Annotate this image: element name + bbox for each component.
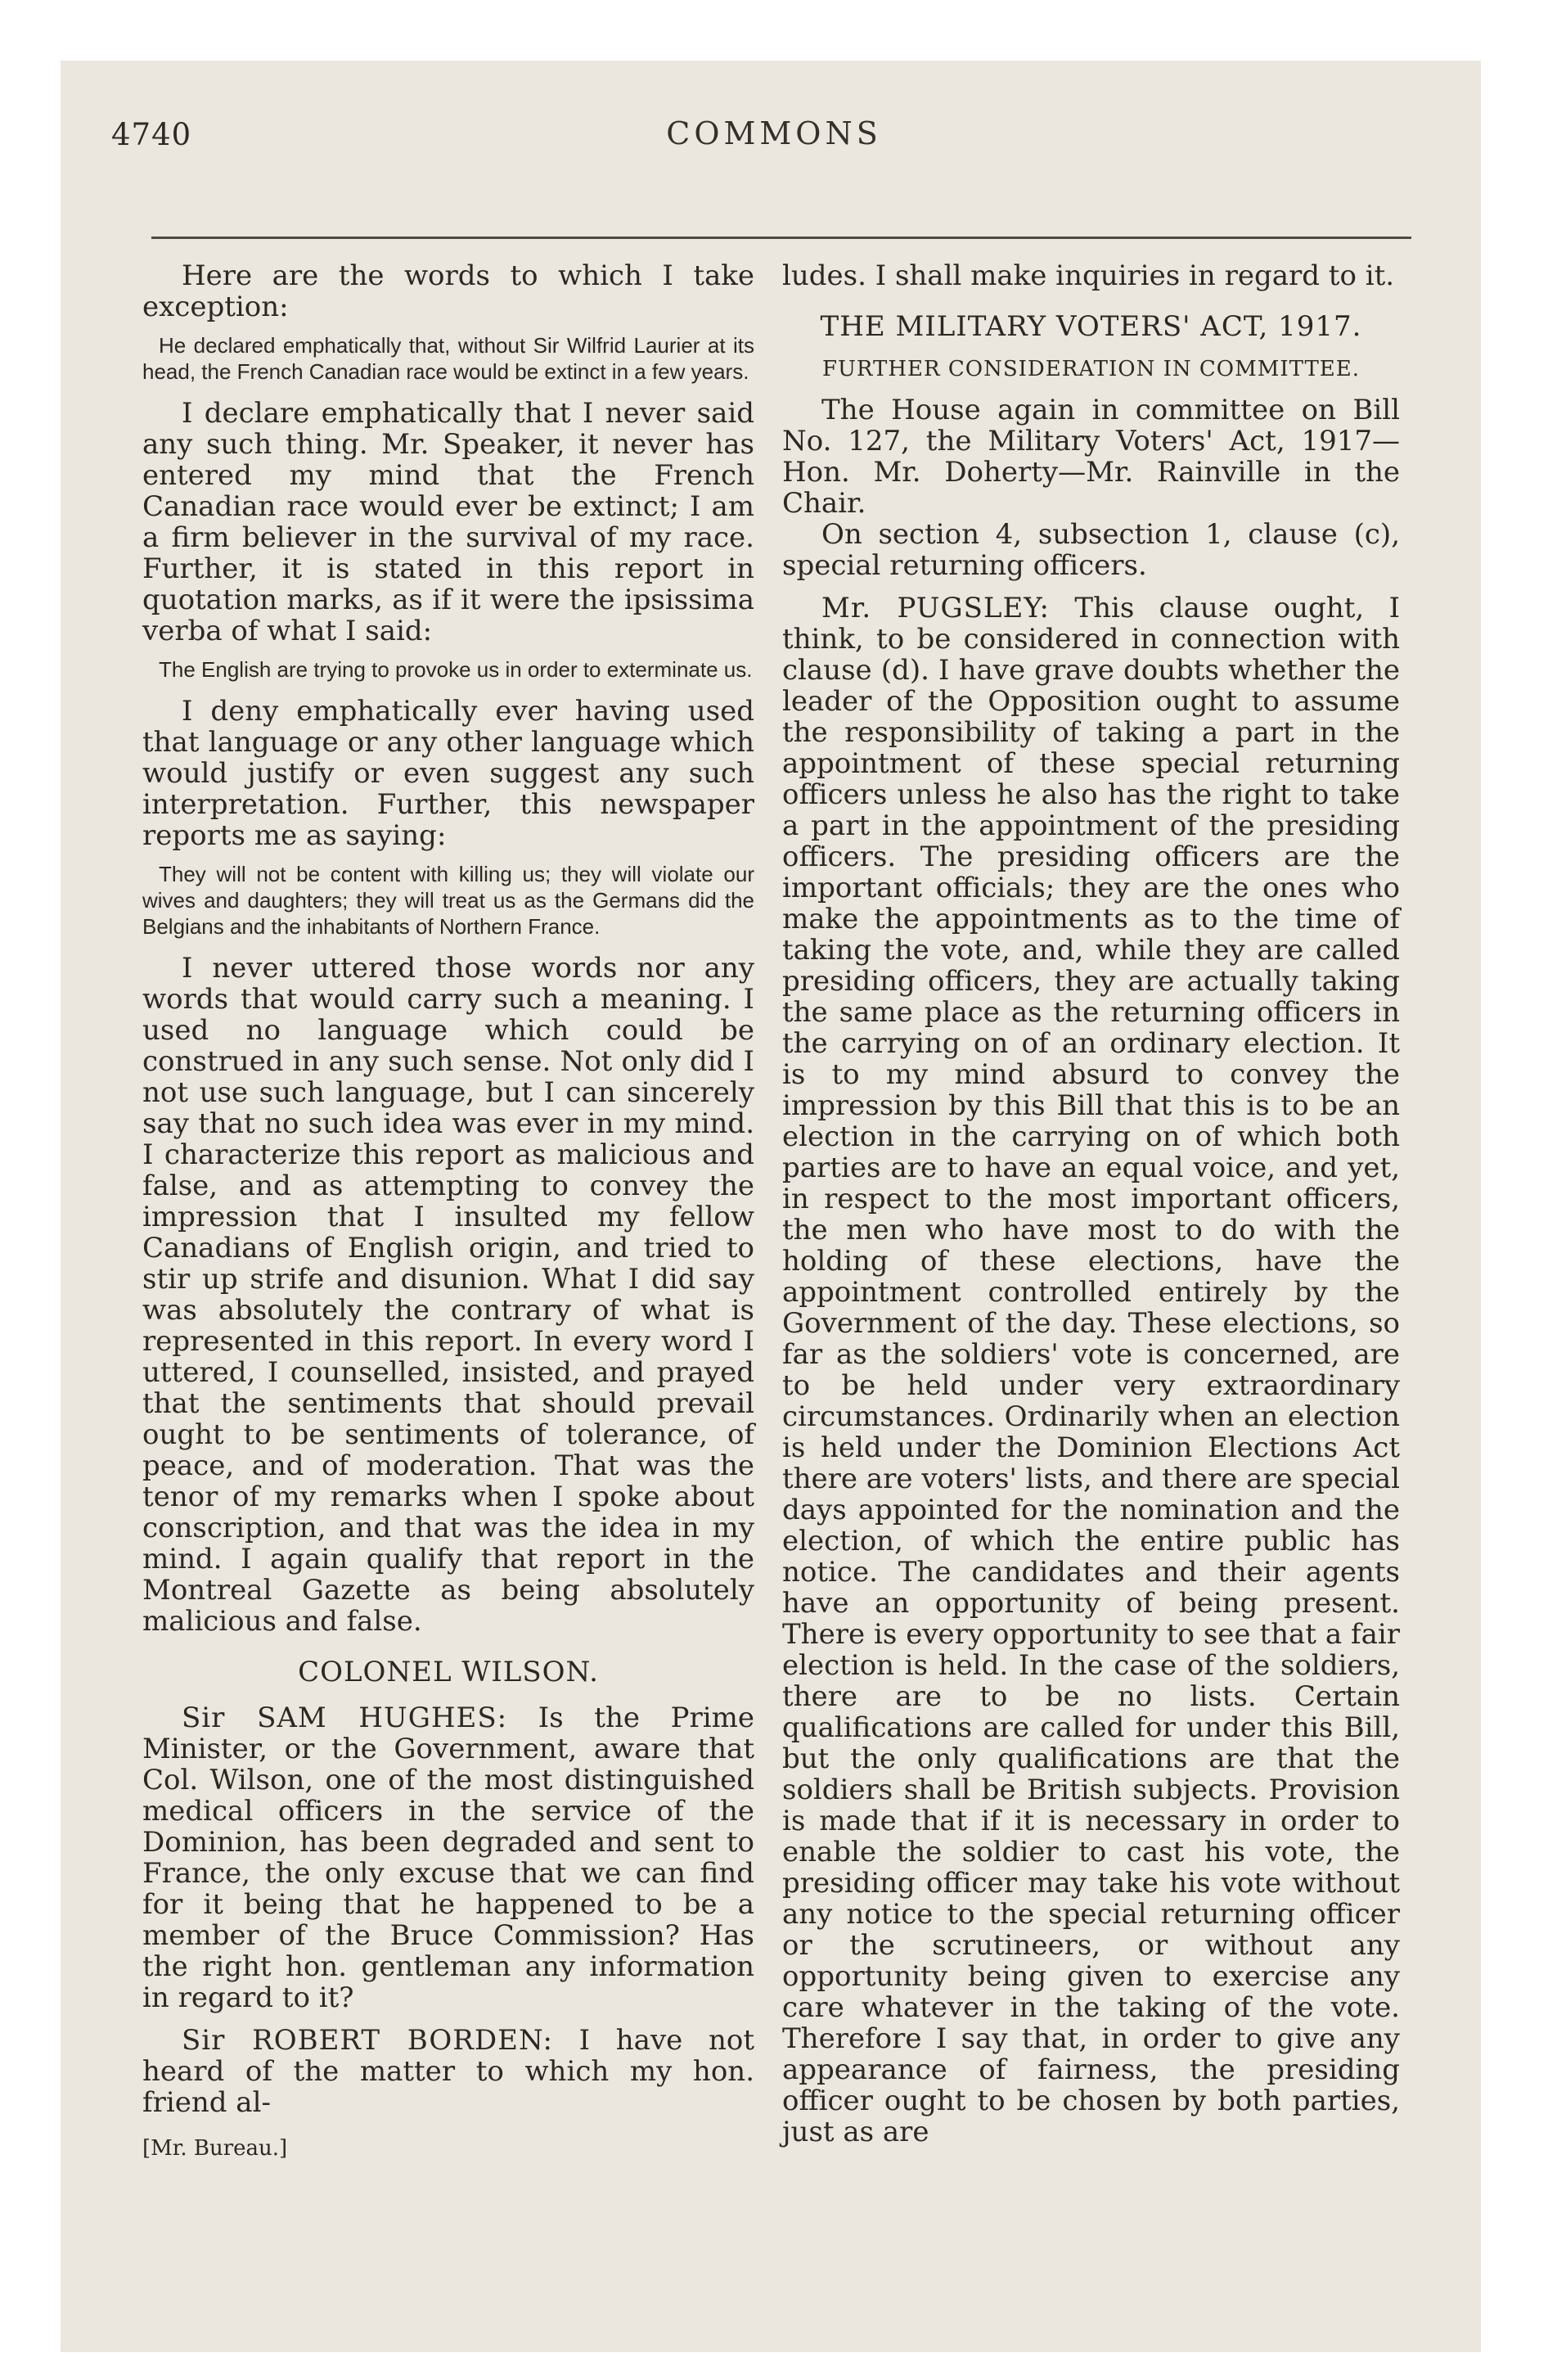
block-quote: They will not be content with killing us; they will violate our wives and daughters; they will treat us as the Germans did the Belgians and the inhabitants of Northern France. xyxy=(142,862,754,939)
right-column xyxy=(782,260,1400,2148)
paragraph xyxy=(142,1702,754,2013)
header-rule xyxy=(151,237,1411,239)
paragraph: I declare emphatically that I never said any such thing. Mr. Speaker, it never has entered my mind that the French Canadian race would ever be extinct; I am a firm believer in the survival of my race. Further, it is stated in this report in quotation marks, as if it were the ipsissima verba of what I said: xyxy=(142,397,754,647)
speaker-name: Mr. PUGSLEY: xyxy=(821,592,1050,624)
paragraph: I never uttered those words nor any words that would carry such a meaning. I used no language which could be construed in any such sense. Not only did I not use such language, but I can sincerely say that no such idea was ever in my mind. I characterize this report as malicious and false, and as attempting to convey the impression that I insulted my fellow Canadians of English origin, and tried to stir up strife and disunion. What I did say was absolutely the contrary of what is represented in this report. In every word I uttered, I counselled, insisted, and prayed that the sentiments that should prevail ought to be sentiments of tolerance, of peace, and of moderation. That was the tenor of my remarks when I spoke about conscription, and that was the idea in my mind. I again qualify that report in the Montreal Gazette as being absolutely malicious and false. xyxy=(142,952,754,1638)
speech-text: This clause ought, I think, to be considered in connection with clause (d). I have grave doubts whether the leader of the Opposition ought to assume the responsibility of taking a part in the appointment of these special returning officers unless he also has the right to take a part in the appointment of the presiding officers. The presiding officers are the important officials; they are the ones who make the appointments as to the time of taking the vote, and, while they are called presiding officers, they are actually taking the same place as the returning officers in the carrying on of an ordinary election. It is to my mind absurd to convey the impression by this Bill that this is to be an election in the carrying on of which both parties are to have an equal voice, and yet, in respect to the most important officers, the men who have most to do with the holding of these elections, have the appointment controlled entirely by the Government of the day. These elections, so far as the soldiers' vote is concerned, are to be held under very extraordinary circumstances. Ordinarily when an election is held under the Dominion Elections Act there are voters' lists, and there are special days appointed for the nomination and the election, of which the entire public has notice. The candidates and their agents have an opportunity of being present. There is every opportunity to see that a fair election is held. In the case of the soldiers, there are to be no lists. Certain qualifications are called for under this Bill, but the only qualifications are that the soldiers shall be British subjects. Provision is made that if it is necessary in order to enable the soldier to cast his vote, the presiding officer may take his vote without any notice to the special returning officer or the scrutineers, or without any opportunity being given to exercise any care whatever in the taking of the vote. Therefore I say that, in order to give any appearance of fairness, the presiding officer ought to be chosen by both parties, just as are xyxy=(782,592,1401,2148)
left-column xyxy=(142,260,754,2164)
speaker-name: Sir ROBERT BORDEN: xyxy=(182,2024,553,2057)
paragraph: On section 4, subsection 1, clause (c), special returning officers. xyxy=(782,518,1400,582)
section-title: COLONEL WILSON. xyxy=(298,1656,599,1688)
section-title: THE MILITARY VOTERS' ACT, 1917. xyxy=(820,310,1362,343)
paragraph: ludes. I shall make inquiries in regard to it. xyxy=(782,259,1395,292)
paragraph: Here are the words to which I take exception: xyxy=(142,259,754,323)
speech-text: Is the Prime Minister, or the Government, aware that Col. Wilson, one of the most distinguished medical officers in the service of the Dominion, has been degraded and sent to France, the only excuse that we can find for it being that he happened to be a member of the Bruce Commission? Has the right hon. gentleman any information in regard to it? xyxy=(142,1702,755,2014)
paragraph xyxy=(782,593,1400,2148)
paragraph xyxy=(142,2025,754,2118)
block-quote: The English are trying to provoke us in order to exterminate us. xyxy=(159,657,753,682)
page-number: 4740 xyxy=(111,117,192,152)
footer-note: [Mr. Bureau.] xyxy=(142,2136,288,2161)
running-header: COMMONS xyxy=(666,115,882,151)
subsection-title: FURTHER CONSIDERATION IN COMMITTEE. xyxy=(821,357,1361,381)
speech-text: I have not heard of the matter to which my hon. friend al- xyxy=(142,2024,754,2119)
block-quote: He declared emphatically that, without Sir Wilfrid Laurier at its head, the French Canadian race would be extinct in a few years. xyxy=(142,333,754,384)
paragraph: The House again in committee on Bill No. 127, the Military Voters' Act, 1917—Hon. Mr. Doherty—Mr. Rainville in the Chair. xyxy=(782,394,1400,520)
paragraph: I deny emphatically ever having used that language or any other language which would justify or even suggest any such interpretation. Further, this newspaper reports me as saying: xyxy=(142,695,754,852)
speaker-name: Sir SAM HUGHES: xyxy=(182,1702,508,1734)
